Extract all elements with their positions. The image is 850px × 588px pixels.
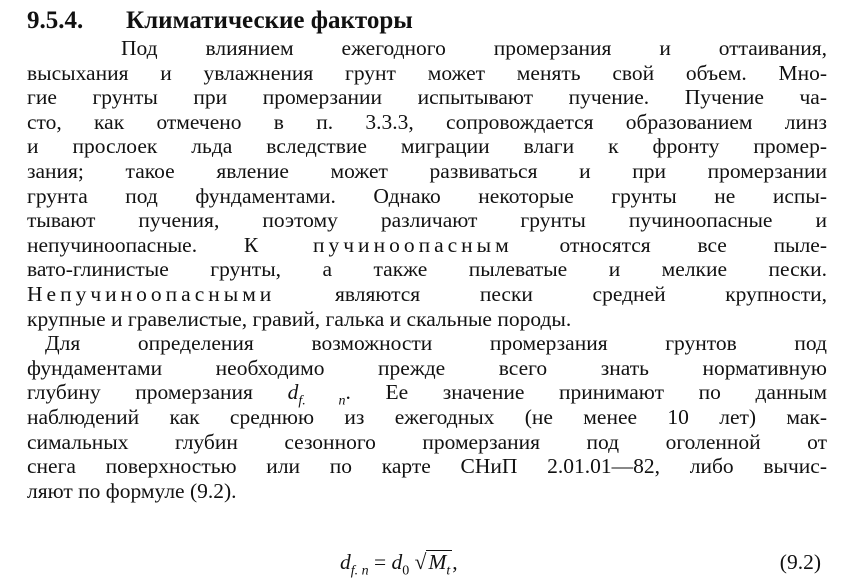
text-line [27, 233, 827, 258]
text-line: высыхания и увлажнения грунт может менять свой объем. Мно- [27, 60, 827, 85]
formula-rhs-subscript: 0 [402, 563, 410, 579]
text-line: вато-глинистые грунты, а также пылеватые и мелкие пески. [27, 257, 827, 282]
text-line: наблюдений как среднюю из ежегодных (не менее 10 лет) мак- [27, 404, 827, 429]
formula-lhs-subscript: f. n [350, 563, 369, 579]
section-heading [27, 6, 413, 36]
formula-trailing: , [452, 550, 458, 574]
text-line: крупные и гравелистые, гравий, галька и скальные породы. [27, 306, 572, 331]
formula-number: (9.2) [779, 550, 821, 574]
text-line: грунта под фундаментами. Однако некоторые грунты не испы- [27, 183, 827, 208]
text-fragment: относятся все пыле- [559, 232, 828, 257]
text-line: ляют по формуле (9.2). [27, 478, 237, 503]
formula-radicand: $M_t$ [426, 550, 452, 582]
text-fragment: непучиноопасные. [27, 232, 198, 257]
spaced-term: К пучиноопасным [243, 232, 513, 257]
text-fragment: глубину промерзания [27, 380, 253, 405]
text-line: Под влиянием ежегодного промерзания и оттаивания, [121, 36, 827, 60]
formula [340, 548, 458, 585]
formula-lhs: d [340, 550, 351, 574]
text-line: и прослоек льда вследствие миграции влаги к фронту промер- [27, 134, 827, 159]
formula-equals: = [374, 550, 387, 574]
text-fragment: являются пески средней крупности, [334, 281, 827, 306]
body-text [27, 36, 827, 503]
sqrt-sign-icon: √ [414, 550, 427, 574]
text-line: гие грунты при промерзании испытывают пучение. Пучение ча- [27, 85, 827, 110]
text-fragment: . Ее значение принимают по данным [345, 380, 828, 405]
text-line: Для определения возможности промерзания грунтов под [45, 331, 827, 356]
text-line: снега поверхностью или по карте СНиП 2.01.01—82, либо вычис- [27, 454, 827, 479]
text-line [27, 282, 827, 307]
formula-rhs: d [391, 550, 403, 574]
math-symbol: $d_{f. n}$ [287, 380, 346, 409]
text-line: зания; такое явление может развиваться и при промерзании [27, 158, 827, 183]
section-title: Климатические факторы [126, 7, 413, 34]
text-line: тывают пучения, поэтому различают грунты пучиноопасные и [27, 208, 827, 233]
section-number: 9.5.4. [27, 7, 84, 34]
text-line [27, 380, 828, 409]
text-line: симальных глубин сезонного промерзания под оголенной от [27, 429, 827, 454]
text-line: сто, как отмечено в п. 3.3.3, сопровождается образованием линз [27, 109, 827, 134]
text-line: фундаментами необходимо прежде всего знать нормативную [27, 355, 827, 380]
spaced-term: Непучиноопасными [27, 281, 276, 306]
